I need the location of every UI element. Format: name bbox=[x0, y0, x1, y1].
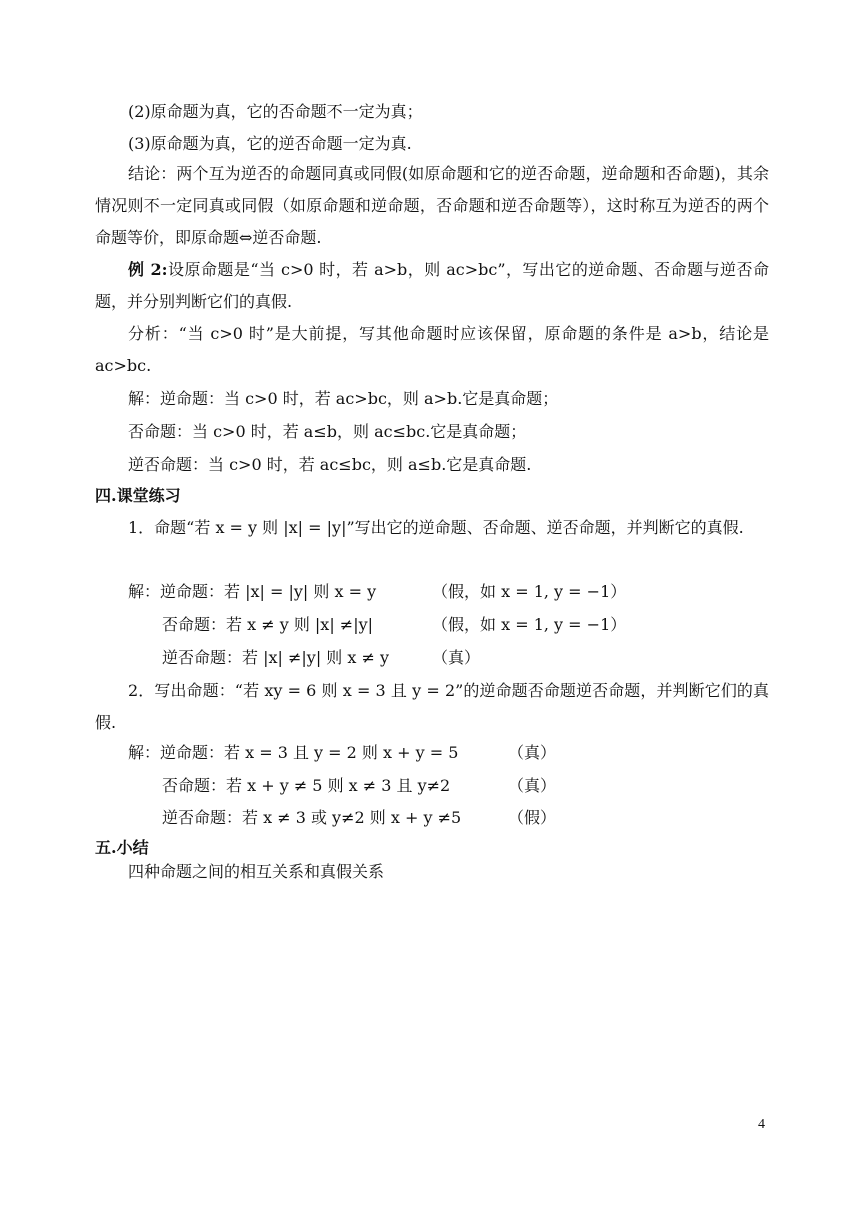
answer-line: 否命题：若 x + y ≠ 5 则 x ≠ 3 且 y≠2 bbox=[162, 776, 451, 795]
answer-line: 解：逆命题：若 x = 3 且 y = 2 则 x + y = 5 bbox=[128, 743, 459, 762]
example-label: 例 2: bbox=[128, 260, 168, 279]
conclusion-paragraph: 结论：两个互为逆否的命题同真或同假(如原命题和它的逆否命题，逆命题和否命题)，其余情况则不一定同真或同假（如原命题和逆命题，否命题和逆否命题等），这时称互为逆否的两个命题等价，即原命题⇔逆否命题. bbox=[95, 164, 769, 247]
answer-verdict: （假，如 x = 1, y = −1） bbox=[432, 582, 627, 601]
question-1: 1．命题“若 x = y 则 |x| = |y|”写出它的逆命题、否命题、逆否命题，并判断它的真假. bbox=[128, 518, 744, 537]
answer-verdict: （真） bbox=[432, 648, 481, 667]
summary-text: 四种命题之间的相互关系和真假关系 bbox=[128, 862, 385, 881]
example-paragraph bbox=[95, 254, 769, 318]
answer-verdict: （真） bbox=[508, 743, 557, 762]
example-text: 设原命题是“当 c>0 时，若 a>b，则 ac>bc”，写出它的逆命题、否命题与逆否命题，并分别判断它们的真假. bbox=[95, 260, 769, 311]
answer-line: 解：逆命题：若 |x| = |y| 则 x = y bbox=[128, 582, 377, 601]
section-heading: 五.小结 bbox=[95, 838, 149, 857]
text-line: 解：逆命题：当 c>0 时，若 ac>bc，则 a>b.它是真命题； bbox=[128, 389, 559, 408]
analysis-paragraph: 分析：“当 c>0 时”是大前提，写其他命题时应该保留，原命题的条件是 a>b，结论是 ac>bc. bbox=[95, 324, 769, 375]
answer-verdict: （假，如 x = 1, y = −1） bbox=[432, 615, 627, 634]
text-line: 否命题：当 c>0 时，若 a≤b，则 ac≤bc.它是真命题； bbox=[128, 422, 527, 441]
page-number: 4 bbox=[758, 1117, 765, 1132]
answer-line: 逆否命题：若 x ≠ 3 或 y≠2 则 x + y ≠5 bbox=[162, 808, 462, 827]
answer-line: 否命题：若 x ≠ y 则 |x| ≠|y| bbox=[162, 615, 374, 634]
text-line: (2)原命题为真，它的否命题不一定为真； bbox=[128, 102, 423, 121]
answer-line: 逆否命题：若 |x| ≠|y| 则 x ≠ y bbox=[162, 648, 390, 667]
text-line: (3)原命题为真，它的逆否命题一定为真. bbox=[128, 134, 412, 153]
answer-verdict: （真） bbox=[508, 776, 557, 795]
question-2: 2．写出命题：“若 xy = 6 则 x = 3 且 y = 2”的逆命题否命题逆否命题，并判断它们的真假. bbox=[95, 681, 769, 732]
text-line: 逆否命题：当 c>0 时，若 ac≤bc，则 a≤b.它是真命题. bbox=[128, 455, 532, 474]
answer-verdict: （假） bbox=[508, 808, 557, 827]
section-heading: 四.课堂练习 bbox=[95, 486, 181, 505]
